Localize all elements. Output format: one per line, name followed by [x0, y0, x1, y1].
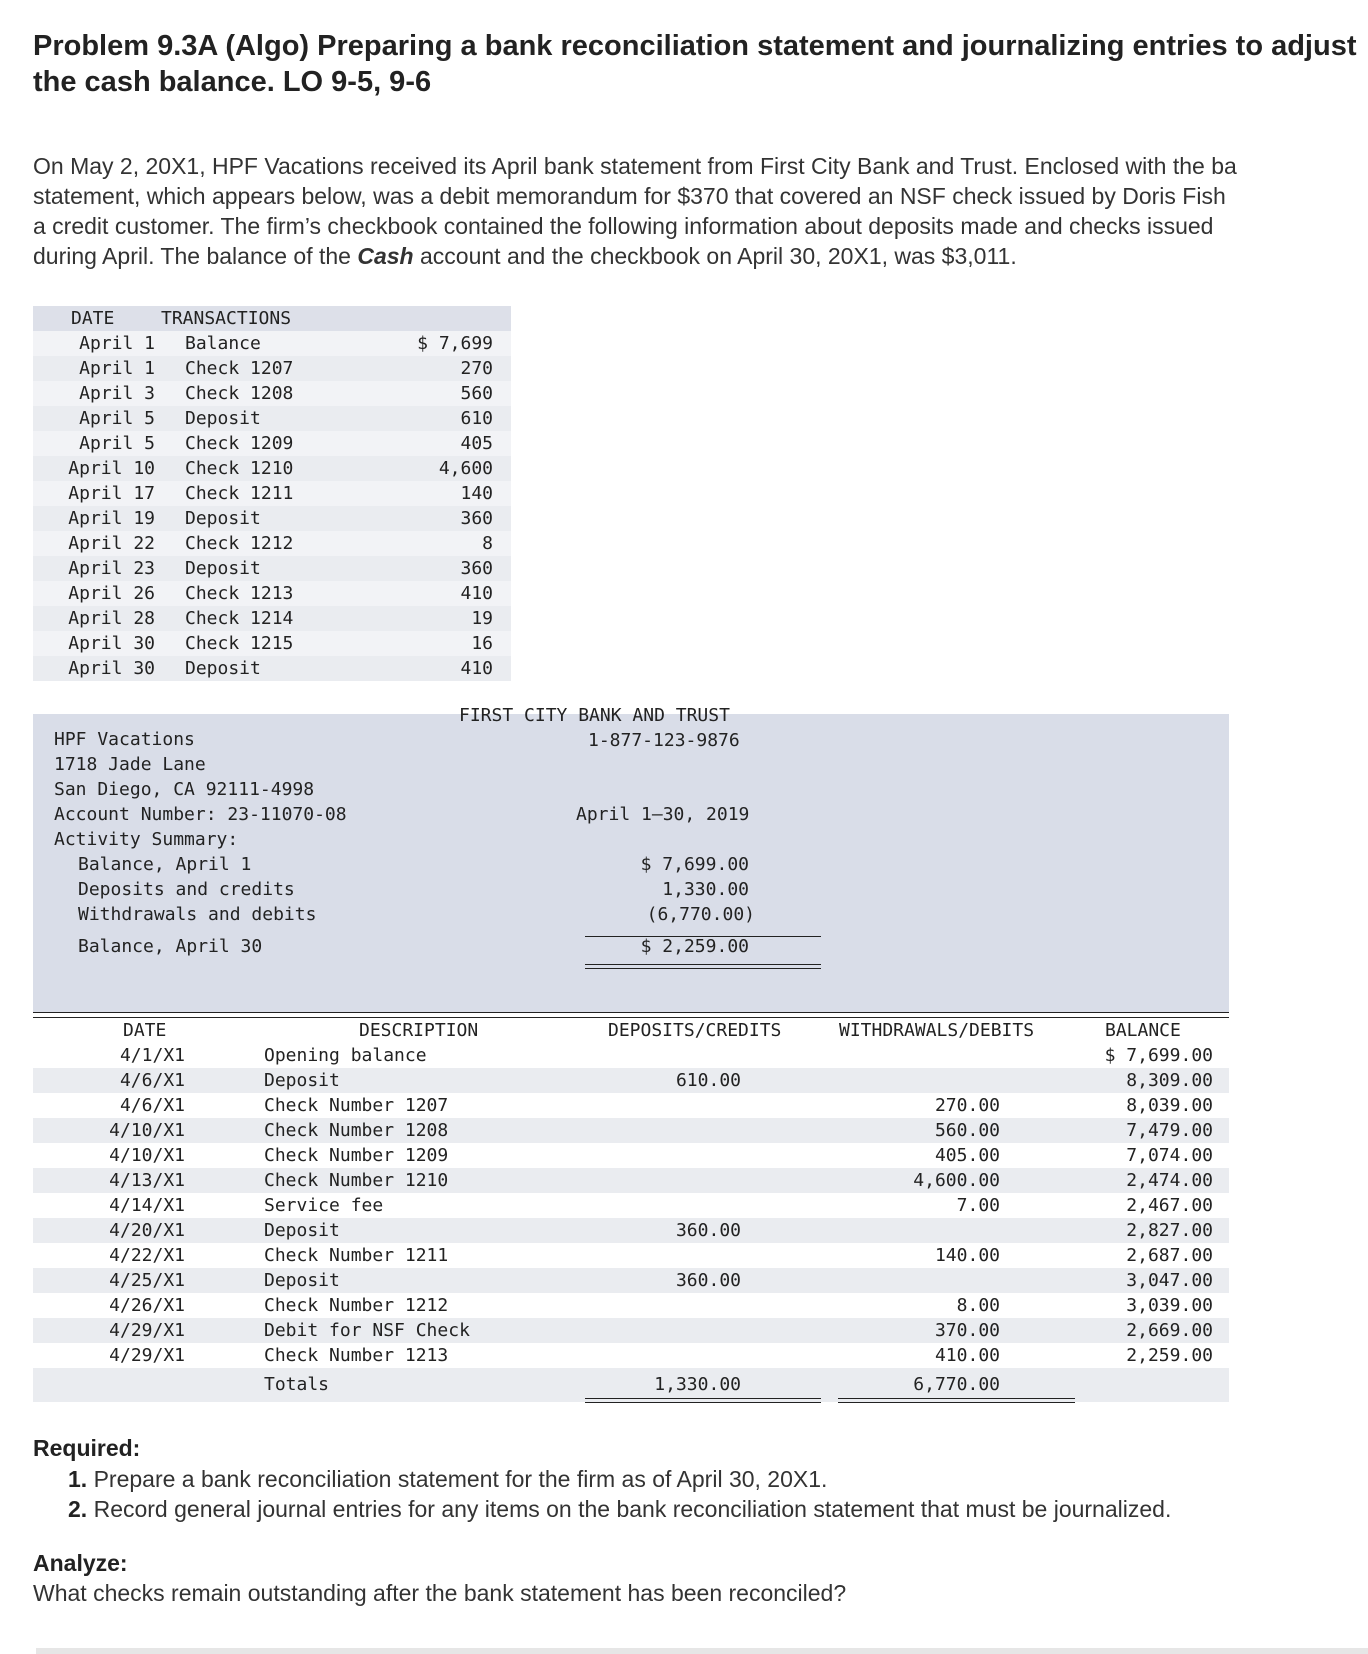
statement-balance: 2,669.00 — [1126, 1320, 1213, 1341]
problem-title: Problem 9.3A (Algo) Preparing a bank reconciliation statement and journalizing entries to adjust the cash balance. LO 9-5, 9-6 — [33, 30, 1357, 98]
totals-label: Totals — [264, 1374, 330, 1395]
required-item-1: 1. Prepare a bank reconciliation statement for the firm as of April 30, 20X1. — [68, 1466, 828, 1492]
statement-balance: 2,827.00 — [1126, 1220, 1213, 1241]
register-description: Check 1213 — [185, 583, 294, 604]
register-description: Check 1211 — [185, 483, 294, 504]
statement-date: 4/6/X1 — [119, 1070, 185, 1091]
register-header-date: DATE — [71, 308, 115, 329]
header-withdrawals: WITHDRAWALS/DEBITS — [839, 1020, 1035, 1041]
statement-date: 4/1/X1 — [119, 1045, 185, 1066]
statement-totals-row — [33, 1368, 1229, 1402]
statement-date: 4/26/X1 — [109, 1295, 185, 1316]
statement-description: Check Number 1211 — [264, 1245, 449, 1266]
intro-line-2: statement, which appears below, was a debit memorandum for $370 that covered an NSF check issued by Doris Fish — [33, 183, 1226, 209]
deposits-total-double-rule — [585, 1398, 821, 1403]
register-date: April 5 — [79, 433, 155, 454]
statement-row — [33, 1293, 1229, 1318]
register-row — [33, 581, 511, 606]
statement-date: 4/22/X1 — [109, 1245, 185, 1266]
intro-line-4: during April. The balance of the Cash account and the checkbook on April 30, 20X1, was $3,011. — [33, 243, 1017, 269]
register-row — [33, 481, 511, 506]
register-row — [33, 556, 511, 581]
statement-balance: 2,259.00 — [1126, 1345, 1213, 1366]
intro-paragraph — [33, 151, 1363, 271]
intro-line-3: a credit customer. The firm’s checkbook contained the following information about deposits made and checks issued — [33, 213, 1214, 239]
register-amount: 140 — [460, 483, 493, 504]
statement-balance: 7,074.00 — [1126, 1145, 1213, 1166]
statement-withdrawal: 560.00 — [934, 1120, 1000, 1141]
statement-withdrawal: 270.00 — [934, 1095, 1000, 1116]
statement-row — [33, 1068, 1229, 1093]
register-date: April 10 — [68, 458, 155, 479]
register-description: Check 1214 — [185, 608, 294, 629]
statement-description: Service fee — [264, 1195, 384, 1216]
statement-row — [33, 1043, 1229, 1068]
register-date: April 30 — [68, 633, 155, 654]
required-heading: Required: — [33, 1435, 141, 1461]
statement-row — [33, 1193, 1229, 1218]
statement-balance: 3,047.00 — [1126, 1270, 1213, 1291]
register-description: Check 1209 — [185, 433, 294, 454]
totals-withdrawals: 6,770.00 — [913, 1374, 1000, 1395]
statement-description: Deposit — [264, 1270, 340, 1291]
register-amount: 8 — [482, 533, 493, 554]
statement-withdrawal: 4,600.00 — [913, 1170, 1000, 1191]
register-description: Check 1208 — [185, 383, 294, 404]
cash-account-term: Cash — [357, 243, 414, 269]
statement-description: Deposit — [264, 1220, 340, 1241]
summary-double-underline — [585, 964, 821, 969]
summary-label-deposits: Deposits and credits — [78, 879, 295, 900]
statement-description: Check Number 1210 — [264, 1170, 449, 1191]
statement-row — [33, 1268, 1229, 1293]
bank-statement-table — [33, 1012, 1229, 1402]
summary-value-close: $ 2,259.00 — [640, 936, 749, 957]
statement-withdrawal: 410.00 — [934, 1345, 1000, 1366]
statement-description: Check Number 1208 — [264, 1120, 449, 1141]
statement-description: Check Number 1213 — [264, 1345, 449, 1366]
statement-row — [33, 1168, 1229, 1193]
customer-name: HPF Vacations — [54, 729, 195, 750]
summary-label-withdrawals: Withdrawals and debits — [78, 904, 317, 925]
statement-date: 4/20/X1 — [109, 1220, 185, 1241]
register-date: April 26 — [68, 583, 155, 604]
register-description: Deposit — [185, 558, 261, 579]
intro-line-1: On May 2, 20X1, HPF Vacations received its April bank statement from First City Bank and Trust. Enclosed with the ba — [33, 153, 1237, 179]
statement-deposit: 360.00 — [675, 1270, 741, 1291]
statement-withdrawal: 8.00 — [956, 1295, 1000, 1316]
answer-area-divider — [36, 1648, 1368, 1654]
register-description: Check 1212 — [185, 533, 294, 554]
statement-balance: 7,479.00 — [1126, 1120, 1213, 1141]
register-description: Check 1210 — [185, 458, 294, 479]
customer-address-2: San Diego, CA 92111-4998 — [54, 779, 315, 800]
register-date: April 19 — [68, 508, 155, 529]
statement-date: 4/25/X1 — [109, 1270, 185, 1291]
register-amount: 360 — [460, 558, 493, 579]
register-header-transactions: TRANSACTIONS — [161, 308, 292, 329]
statement-period: April 1–30, 2019 — [576, 804, 750, 825]
statement-date: 4/10/X1 — [109, 1145, 185, 1166]
statement-row — [33, 1118, 1229, 1143]
statement-balance: 2,687.00 — [1126, 1245, 1213, 1266]
header-description: DESCRIPTION — [359, 1020, 479, 1041]
register-header — [33, 306, 511, 331]
statement-deposit: 610.00 — [675, 1070, 741, 1091]
register-description: Deposit — [185, 508, 261, 529]
header-deposits: DEPOSITS/CREDITS — [608, 1020, 782, 1041]
required-list — [68, 1464, 1171, 1524]
statement-row — [33, 1143, 1229, 1168]
checkbook-register — [33, 306, 511, 681]
register-amount: 405 — [460, 433, 493, 454]
register-row — [33, 406, 511, 431]
register-row — [33, 431, 511, 456]
register-description: Balance — [185, 333, 261, 354]
withdrawals-total-double-rule — [838, 1398, 1075, 1403]
register-amount: 560 — [460, 383, 493, 404]
register-amount: 270 — [460, 358, 493, 379]
statement-description: Check Number 1209 — [264, 1145, 449, 1166]
statement-balance: $ 7,699.00 — [1104, 1045, 1213, 1066]
header-balance: BALANCE — [1105, 1020, 1181, 1041]
summary-label-close: Balance, April 30 — [78, 936, 263, 957]
register-date: April 5 — [79, 408, 155, 429]
statement-deposit: 360.00 — [675, 1220, 741, 1241]
statement-row — [33, 1218, 1229, 1243]
bank-phone: 1-877-123-9876 — [588, 730, 740, 751]
statement-date: 4/29/X1 — [109, 1345, 185, 1366]
statement-date: 4/13/X1 — [109, 1170, 185, 1191]
register-description: Deposit — [185, 408, 261, 429]
register-description: Check 1215 — [185, 633, 294, 654]
statement-withdrawal: 140.00 — [934, 1245, 1000, 1266]
statement-description: Check Number 1207 — [264, 1095, 449, 1116]
register-date: April 22 — [68, 533, 155, 554]
register-date: April 1 — [79, 333, 155, 354]
statement-balance: 3,039.00 — [1126, 1295, 1213, 1316]
register-amount: 410 — [460, 583, 493, 604]
statement-header-row — [33, 1018, 1229, 1043]
summary-value-withdrawals: (6,770.00) — [646, 904, 755, 925]
register-date: April 28 — [68, 608, 155, 629]
register-row — [33, 456, 511, 481]
bank-name: FIRST CITY BANK AND TRUST — [459, 705, 730, 726]
header-date: DATE — [123, 1020, 167, 1041]
statement-balance: 8,039.00 — [1126, 1095, 1213, 1116]
statement-balance: 8,309.00 — [1126, 1070, 1213, 1091]
analyze-question: What checks remain outstanding after the bank statement has been reconciled? — [33, 1580, 847, 1606]
analyze-heading: Analyze: — [33, 1550, 128, 1576]
statement-description: Debit for NSF Check — [264, 1320, 470, 1341]
statement-date: 4/14/X1 — [109, 1195, 185, 1216]
account-number: Account Number: 23-11070-08 — [54, 804, 347, 825]
register-row — [33, 381, 511, 406]
register-date: April 1 — [79, 358, 155, 379]
statement-row — [33, 1093, 1229, 1118]
statement-row — [33, 1343, 1229, 1368]
summary-value-deposits: 1,330.00 — [662, 879, 749, 900]
register-date: April 17 — [68, 483, 155, 504]
statement-withdrawal: 370.00 — [934, 1320, 1000, 1341]
customer-address-1: 1718 Jade Lane — [54, 754, 206, 775]
statement-date: 4/10/X1 — [109, 1120, 185, 1141]
register-amount: 4,600 — [438, 458, 493, 479]
summary-label-open: Balance, April 1 — [78, 854, 252, 875]
statement-description: Opening balance — [264, 1045, 427, 1066]
register-description: Deposit — [185, 658, 261, 679]
bank-statement-panel — [33, 705, 1229, 1012]
register-row — [33, 531, 511, 556]
register-amount: 410 — [460, 658, 493, 679]
required-item-2: 2. Record general journal entries for any items on the bank reconciliation statement that must be journalized. — [68, 1496, 1172, 1522]
register-amount: $ 7,699 — [417, 333, 493, 354]
statement-withdrawal: 7.00 — [956, 1195, 1000, 1216]
statement-date: 4/29/X1 — [109, 1320, 185, 1341]
register-row — [33, 606, 511, 631]
register-date: April 23 — [68, 558, 155, 579]
register-row — [33, 631, 511, 656]
register-row — [33, 506, 511, 531]
totals-deposits: 1,330.00 — [654, 1374, 741, 1395]
register-amount: 16 — [471, 633, 493, 654]
register-row — [33, 656, 511, 681]
register-description: Check 1207 — [185, 358, 294, 379]
register-date: April 30 — [68, 658, 155, 679]
register-amount: 610 — [460, 408, 493, 429]
statement-balance: 2,474.00 — [1126, 1170, 1213, 1191]
statement-balance: 2,467.00 — [1126, 1195, 1213, 1216]
statement-row — [33, 1243, 1229, 1268]
statement-description: Check Number 1212 — [264, 1295, 449, 1316]
statement-row — [33, 1318, 1229, 1343]
statement-description: Deposit — [264, 1070, 340, 1091]
register-date: April 3 — [79, 383, 155, 404]
summary-value-open: $ 7,699.00 — [640, 854, 749, 875]
register-row — [33, 331, 511, 356]
statement-date: 4/6/X1 — [119, 1095, 185, 1116]
register-amount: 360 — [460, 508, 493, 529]
activity-summary-label: Activity Summary: — [54, 829, 239, 850]
register-amount: 19 — [471, 608, 493, 629]
register-row — [33, 356, 511, 381]
statement-withdrawal: 405.00 — [934, 1145, 1000, 1166]
